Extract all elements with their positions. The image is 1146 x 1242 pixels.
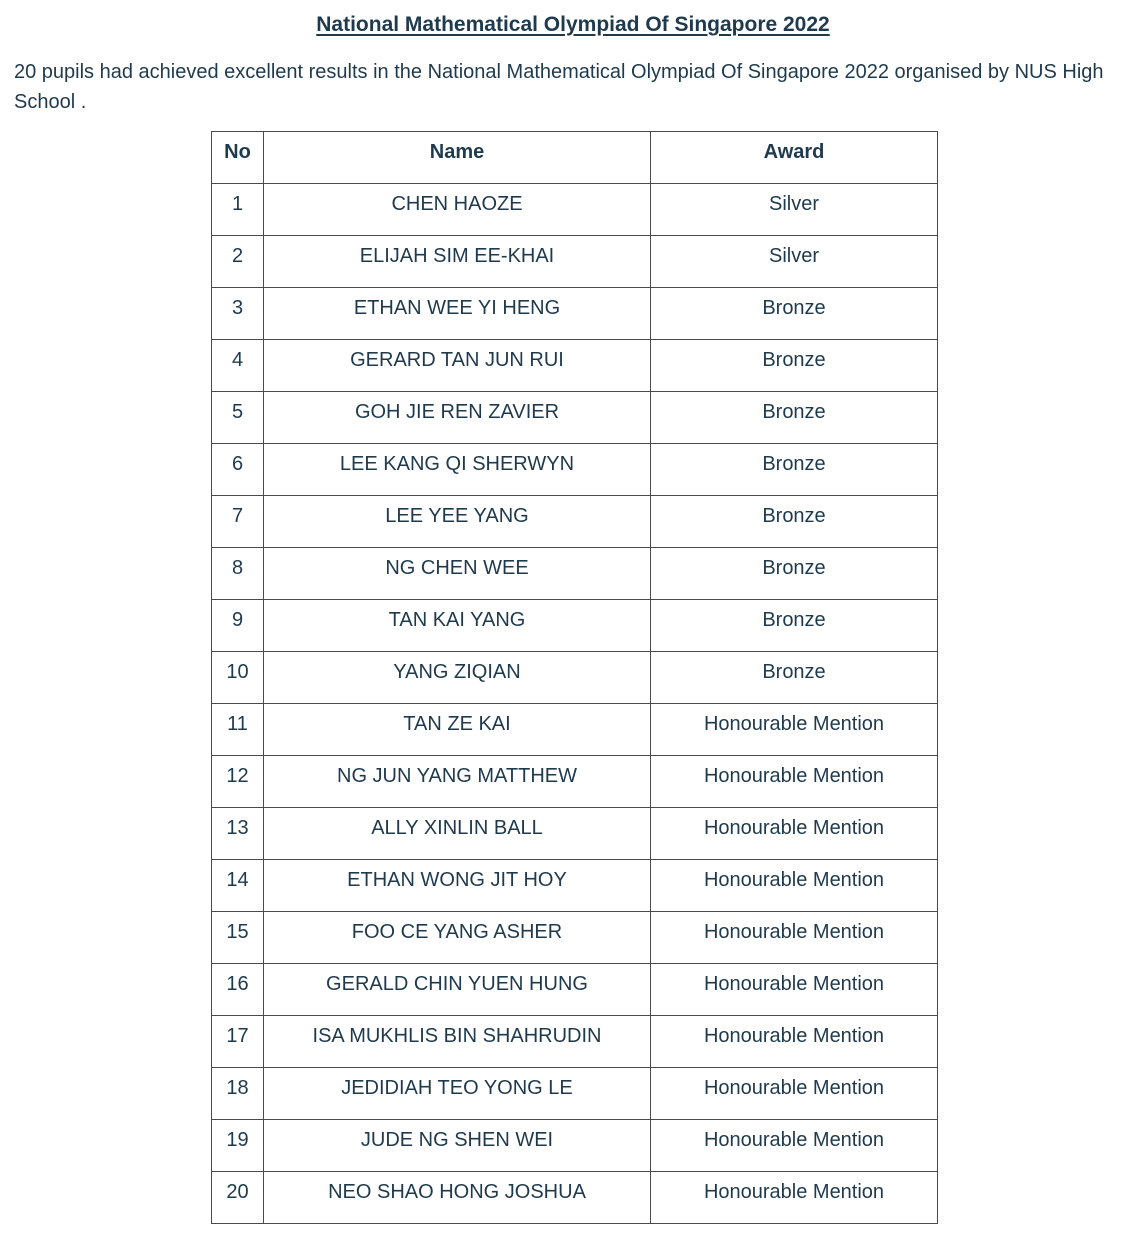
cell-name: TAN ZE KAI [264, 704, 651, 756]
cell-name: LEE KANG QI SHERWYN [264, 444, 651, 496]
header-no: No [212, 132, 264, 184]
cell-award: Honourable Mention [651, 704, 938, 756]
table-row [212, 912, 938, 964]
cell-name: GERALD CHIN YUEN HUNG [264, 964, 651, 1016]
cell-award: Honourable Mention [651, 1172, 938, 1224]
table-row [212, 1172, 938, 1224]
cell-no: 18 [212, 1068, 264, 1120]
cell-award: Bronze [651, 392, 938, 444]
table-row [212, 600, 938, 652]
cell-no: 10 [212, 652, 264, 704]
cell-name: NEO SHAO HONG JOSHUA [264, 1172, 651, 1224]
results-table [211, 131, 938, 1224]
cell-name: ISA MUKHLIS BIN SHAHRUDIN [264, 1016, 651, 1068]
table-row [212, 340, 938, 392]
page-title-text: National Mathematical Olympiad Of Singapore 2022 [316, 13, 830, 36]
table-row [212, 964, 938, 1016]
cell-name: FOO CE YANG ASHER [264, 912, 651, 964]
cell-name: ETHAN WEE YI HENG [264, 288, 651, 340]
cell-no: 6 [212, 444, 264, 496]
cell-name: ALLY XINLIN BALL [264, 808, 651, 860]
cell-no: 13 [212, 808, 264, 860]
cell-name: JUDE NG SHEN WEI [264, 1120, 651, 1172]
cell-award: Bronze [651, 548, 938, 600]
cell-name: NG JUN YANG MATTHEW [264, 756, 651, 808]
table-row [212, 392, 938, 444]
cell-name: GOH JIE REN ZAVIER [264, 392, 651, 444]
cell-no: 17 [212, 1016, 264, 1068]
cell-name: CHEN HAOZE [264, 184, 651, 236]
cell-no: 2 [212, 236, 264, 288]
cell-award: Honourable Mention [651, 1016, 938, 1068]
cell-no: 3 [212, 288, 264, 340]
cell-name: JEDIDIAH TEO YONG LE [264, 1068, 651, 1120]
cell-no: 14 [212, 860, 264, 912]
cell-no: 19 [212, 1120, 264, 1172]
cell-award: Bronze [651, 444, 938, 496]
cell-no: 8 [212, 548, 264, 600]
cell-award: Bronze [651, 600, 938, 652]
cell-name: GERARD TAN JUN RUI [264, 340, 651, 392]
cell-award: Honourable Mention [651, 912, 938, 964]
cell-award: Honourable Mention [651, 1120, 938, 1172]
cell-award: Bronze [651, 496, 938, 548]
cell-award: Silver [651, 184, 938, 236]
table-row [212, 1068, 938, 1120]
cell-award: Bronze [651, 340, 938, 392]
cell-name: ELIJAH SIM EE-KHAI [264, 236, 651, 288]
cell-no: 5 [212, 392, 264, 444]
cell-name: TAN KAI YANG [264, 600, 651, 652]
table-row [212, 652, 938, 704]
table-row [212, 288, 938, 340]
cell-name: ETHAN WONG JIT HOY [264, 860, 651, 912]
cell-name: NG CHEN WEE [264, 548, 651, 600]
cell-no: 9 [212, 600, 264, 652]
table-row [212, 548, 938, 600]
table-row [212, 236, 938, 288]
table-row [212, 1120, 938, 1172]
cell-no: 12 [212, 756, 264, 808]
cell-no: 1 [212, 184, 264, 236]
cell-no: 4 [212, 340, 264, 392]
cell-no: 15 [212, 912, 264, 964]
table-row [212, 808, 938, 860]
cell-award: Honourable Mention [651, 964, 938, 1016]
page-title [0, 12, 1146, 38]
cell-no: 7 [212, 496, 264, 548]
table-header-row [212, 132, 938, 184]
table-row [212, 444, 938, 496]
results-table-body [212, 184, 938, 1224]
cell-no: 20 [212, 1172, 264, 1224]
cell-award: Bronze [651, 288, 938, 340]
cell-award: Honourable Mention [651, 808, 938, 860]
cell-award: Silver [651, 236, 938, 288]
header-name: Name [264, 132, 651, 184]
table-row [212, 1016, 938, 1068]
table-row [212, 860, 938, 912]
cell-award: Honourable Mention [651, 1068, 938, 1120]
table-row [212, 496, 938, 548]
cell-award: Honourable Mention [651, 756, 938, 808]
cell-award: Bronze [651, 652, 938, 704]
table-row [212, 756, 938, 808]
cell-no: 16 [212, 964, 264, 1016]
intro-paragraph: 20 pupils had achieved excellent results in the National Mathematical Olympiad Of Singapore 2022 organised by NUS High School . [14, 61, 1104, 113]
table-row [212, 184, 938, 236]
cell-name: YANG ZIQIAN [264, 652, 651, 704]
cell-name: LEE YEE YANG [264, 496, 651, 548]
cell-award: Honourable Mention [651, 860, 938, 912]
table-row [212, 704, 938, 756]
cell-no: 11 [212, 704, 264, 756]
header-award: Award [651, 132, 938, 184]
